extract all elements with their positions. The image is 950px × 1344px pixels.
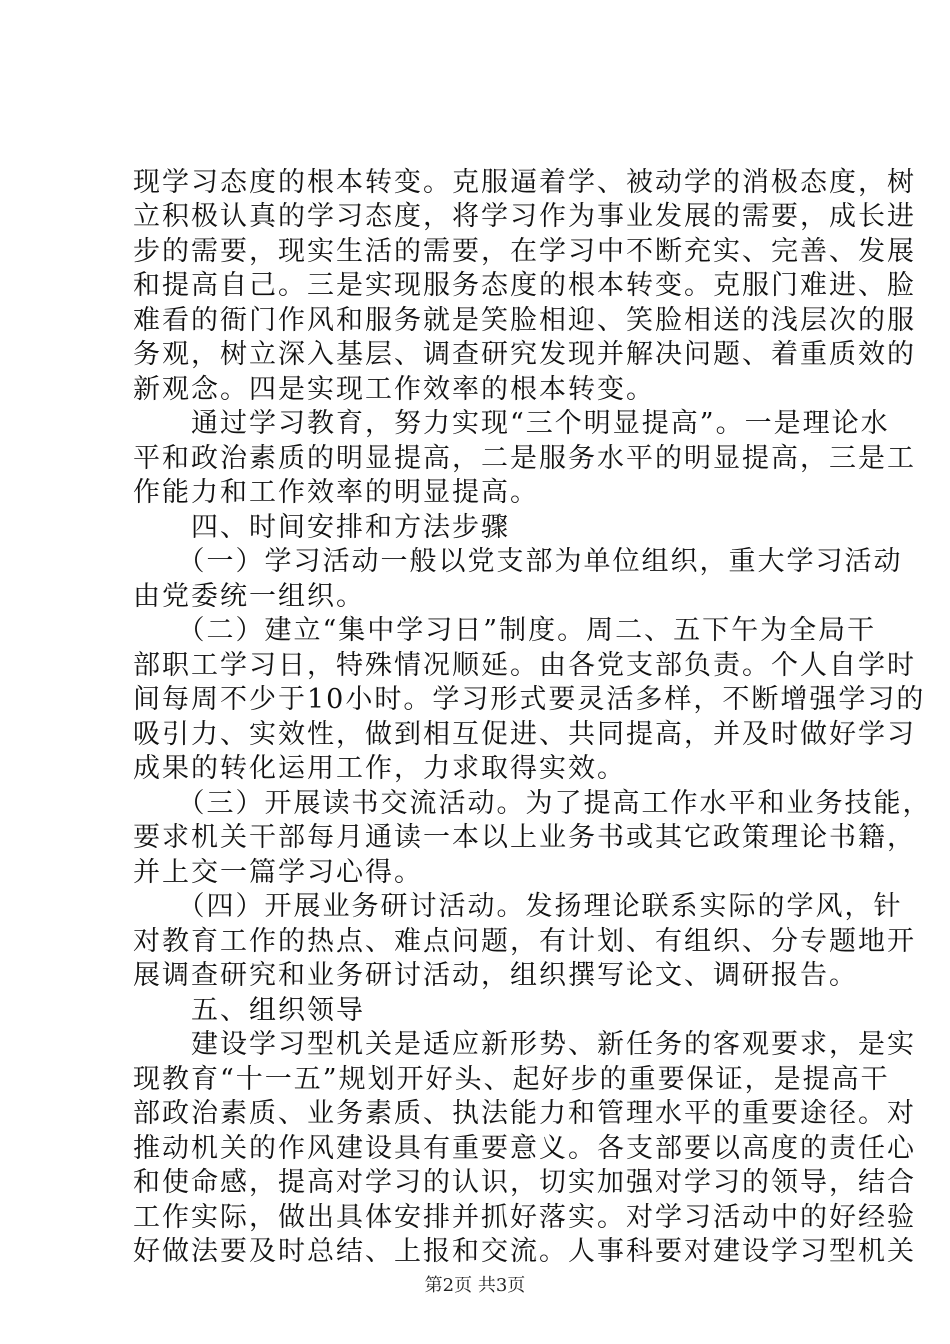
text-line: （四）开展业务研讨活动。发扬理论联系实际的学风，针 (133, 891, 903, 922)
section-heading: 五、组织领导 (133, 995, 365, 1026)
text-line: 建设学习型机关是适应新形势、新任务的客观要求，是实 (133, 1029, 916, 1060)
text-line: 由党委统一组织。 (133, 581, 365, 612)
text-line: 推动机关的作风建设具有重要意义。各支部要以高度的责任心 (133, 1133, 916, 1164)
text-line: （一）学习活动一般以党支部为单位组织，重大学习活动 (133, 546, 903, 577)
text-line: 间每周不少于10小时。学习形式要灵活多样，不断增强学习的 (133, 684, 926, 715)
text-line: 部职工学习日，特殊情况顺延。由各党支部负责。个人自学时 (133, 650, 916, 681)
text-line: 务观，树立深入基层、调查研究发现并解决问题、着重质效的 (133, 339, 916, 370)
text-line: （三）开展读书交流活动。为了提高工作水平和业务技能， (133, 788, 932, 819)
text-line: 成果的转化运用工作，力求取得实效。 (133, 753, 626, 784)
text-line: （二）建立“集中学习日”制度。周二、五下午为全局干 (133, 615, 877, 646)
text-line: 作能力和工作效率的明显提高。 (133, 477, 539, 508)
text-line: 和提高自己。三是实现服务态度的根本转变。克服门难进、脸 (133, 270, 916, 301)
text-line: 通过学习教育，努力实现“三个明显提高”。一是理论水 (133, 408, 890, 439)
text-line: 平和政治素质的明显提高，二是服务水平的明显提高，三是工 (133, 443, 916, 474)
section-heading: 四、时间安排和方法步骤 (133, 512, 510, 543)
text-line: 难看的衙门作风和服务就是笑脸相迎、笑脸相送的浅层次的服 (133, 305, 916, 336)
text-line: 立积极认真的学习态度，将学习作为事业发展的需要，成长进 (133, 201, 916, 232)
text-line: 现教育“十一五”规划开好头、起好步的重要保证，是提高干 (133, 1064, 890, 1095)
text-line: 步的需要，现实生活的需要，在学习中不断充实、完善、发展 (133, 236, 916, 267)
text-line: 对教育工作的热点、难点问题，有计划、有组织、分专题地开 (133, 926, 916, 957)
text-line: 要求机关干部每月通读一本以上业务书或其它政策理论书籍， (133, 822, 916, 853)
text-line: 好做法要及时总结、上报和交流。人事科要对建设学习型机关 (133, 1236, 916, 1267)
page-number-footer: 第2页 共3页 (424, 1275, 526, 1296)
text-line: 并上交一篇学习心得。 (133, 857, 423, 888)
text-line: 现学习态度的根本转变。克服逼着学、被动学的消极态度，树 (133, 167, 916, 198)
text-line: 和使命感，提高对学习的认识，切实加强对学习的领导，结合 (133, 1167, 916, 1198)
text-line: 部政治素质、业务素质、执法能力和管理水平的重要途径。对 (133, 1098, 916, 1129)
text-line: 吸引力、实效性，做到相互促进、共同提高，并及时做好学习 (133, 719, 916, 750)
text-line: 新观念。四是实现工作效率的根本转变。 (133, 374, 655, 405)
text-line: 展调查研究和业务研讨活动，组织撰写论文、调研报告。 (133, 960, 858, 991)
text-line: 工作实际，做出具体安排并抓好落实。对学习活动中的好经验 (133, 1202, 916, 1233)
